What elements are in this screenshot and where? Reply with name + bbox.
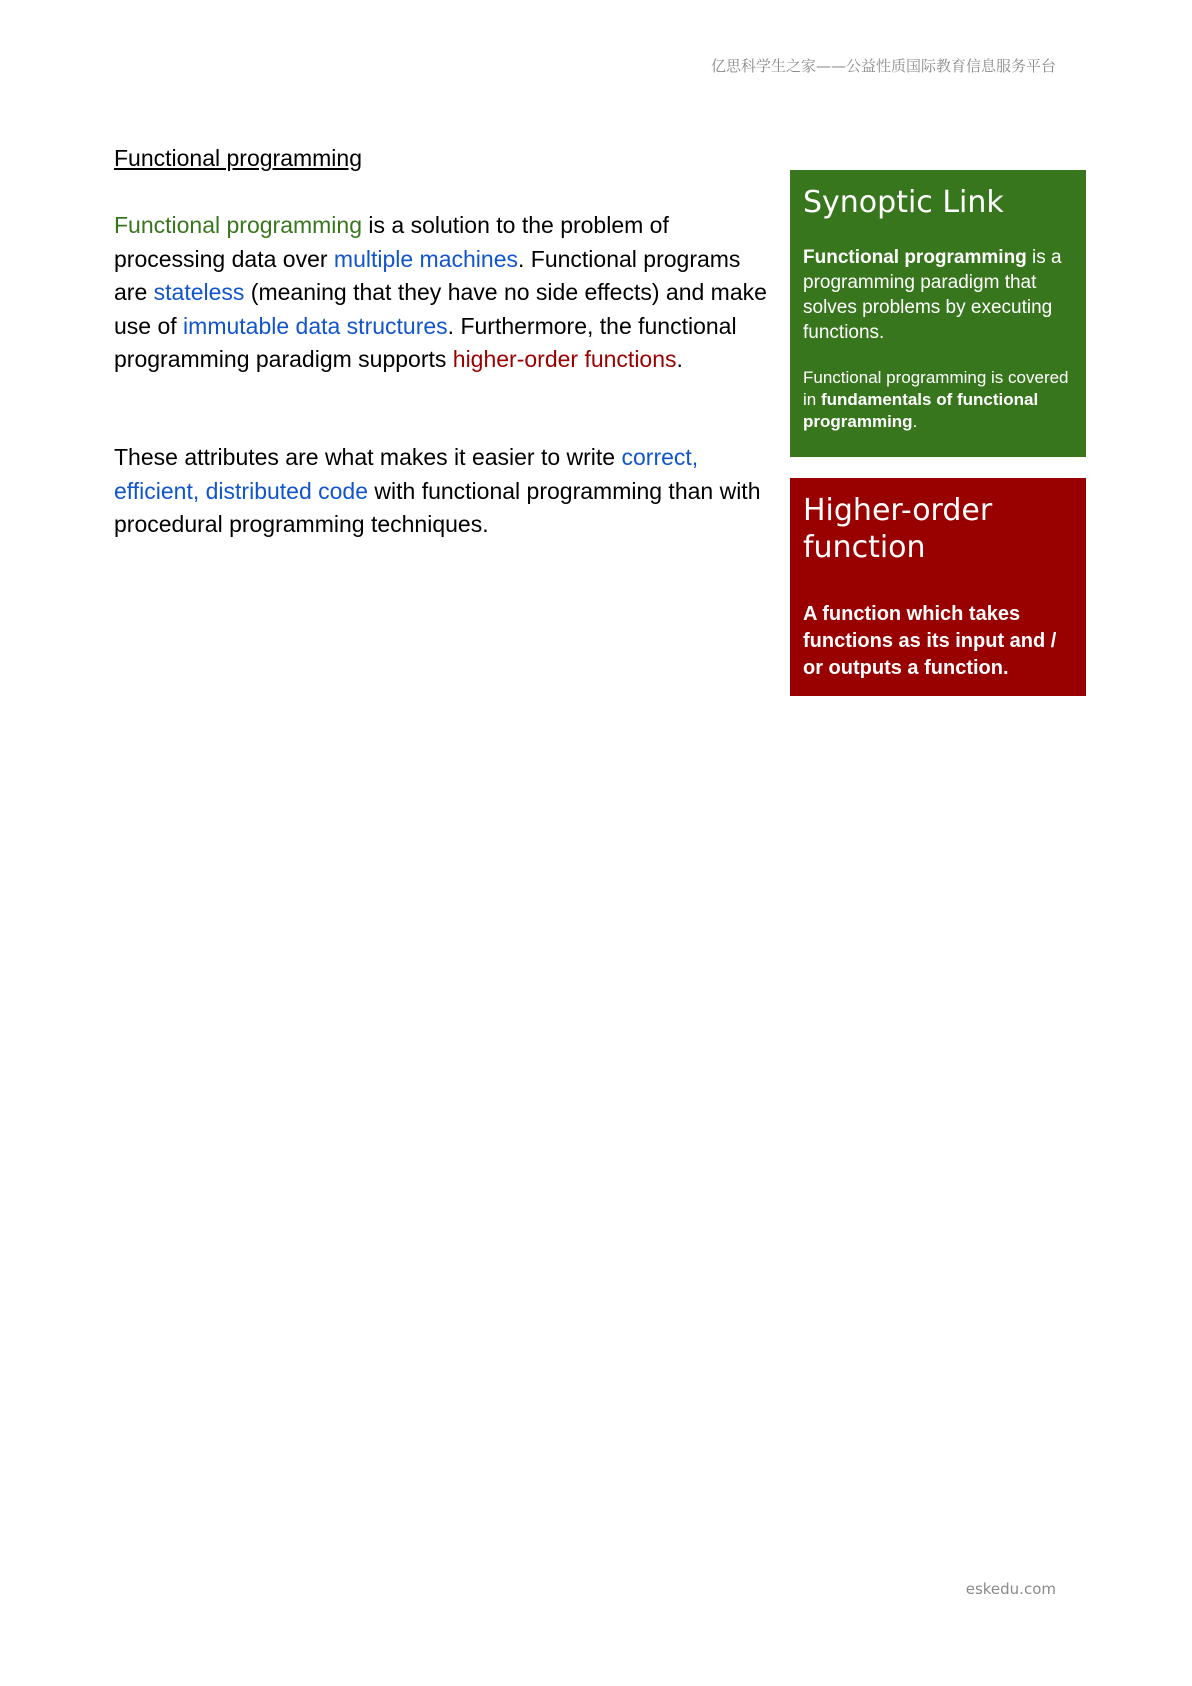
text-run: (meaning that they have no side effects) and make use of [114,279,767,339]
higher-order-function-definition: A function which takes functions as its input and / or outputs a function. [803,603,1057,679]
section-title: Functional programming [114,145,363,171]
synoptic-link-card [790,170,1086,457]
term-multiple-machines: multiple machines [333,245,518,272]
synoptic-link-term: Functional programming [803,247,1027,268]
text-run: . Functional programs are [114,245,741,305]
term-higher-order-functions: higher-order functions [452,346,677,372]
synoptic-link-note [803,367,1074,433]
page-header: 亿思科学生之家——公益性质国际教育信息服务平台 [710,57,1056,75]
note-topic: fundamentals of functional programming [803,390,1039,431]
text-run: . [676,346,683,372]
note-text: Functional programming is covered in [803,368,1069,409]
text-run: . Furthermore, the functional programming paradigm supports [114,312,737,372]
term-correct-efficient-distributed-code: correct, efficient, distributed code [114,444,699,504]
paragraph-attributes [114,441,774,542]
term-functional-programming: Functional programming [114,212,363,238]
synoptic-link-title: Synoptic Link [803,185,1004,220]
text-run: is a solution to the problem of processing data over [114,212,669,272]
term-immutable-data-structures: immutable data structures [183,312,448,339]
note-end: . [912,412,918,431]
term-stateless: stateless [153,279,245,305]
synoptic-link-definition: is a programming paradigm that solves problems by executing functions. [803,247,1062,343]
paragraph-intro [114,209,774,377]
text-run: with functional programming than with procedural programming techniques. [114,477,761,537]
synoptic-link-body [803,245,1074,345]
text-run: These attributes are what makes it easier to write [114,444,622,470]
higher-order-function-title: Higher-order function [803,493,993,565]
page-footer: eskedu.com [965,1580,1056,1598]
higher-order-function-card [790,478,1086,696]
